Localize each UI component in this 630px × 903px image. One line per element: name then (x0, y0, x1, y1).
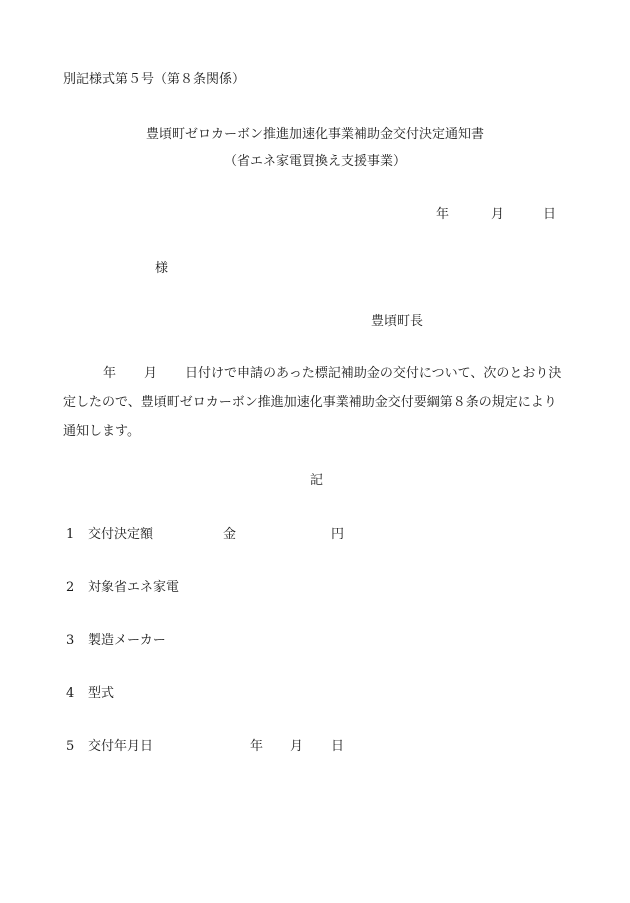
item-2-label: 対象省エネ家電 (88, 580, 180, 595)
item-5-month-label: 月 (290, 739, 304, 754)
item-1-label: 交付決定額 (88, 527, 154, 542)
date-month-label: 月 (491, 207, 505, 222)
item-1 (66, 528, 153, 541)
item-5-day-label: 日 (331, 739, 345, 754)
item-4 (66, 687, 114, 700)
body-line-2: 定したので、豊頃町ゼロカーボン推進加速化事業補助金交付要綱第８条の規定により (63, 395, 557, 410)
item-5-number: 5 (66, 739, 75, 754)
body-line-3: 通知します。 (63, 424, 140, 439)
item-1-en-label: 円 (331, 527, 345, 542)
date-day-label: 日 (543, 207, 557, 222)
document-title: 豊頃町ゼロカーボン推進加速化事業補助金交付決定通知書 (145, 127, 484, 142)
item-3-label: 製造メーカー (88, 633, 166, 648)
item-3-number: 3 (66, 633, 75, 648)
item-2-number: 2 (66, 580, 75, 595)
item-5-year-label: 年 (250, 739, 264, 754)
document-subtitle: （省エネ家電買換え支援事業） (223, 154, 406, 169)
form-number: 別記様式第５号（第８条関係） (63, 72, 246, 87)
item-5 (66, 740, 153, 753)
date-year-label: 年 (436, 207, 450, 222)
body-year-label: 年 (103, 366, 117, 381)
body-line-1-text: 日付けで申請のあった標記補助金の交付について、次のとおり決 (185, 366, 562, 381)
item-5-label: 交付年月日 (88, 739, 154, 754)
item-3 (66, 634, 166, 647)
item-1-kin-label: 金 (223, 527, 237, 542)
item-2 (66, 581, 179, 594)
recipient-honorific: 様 (155, 261, 169, 276)
ki-heading: 記 (310, 473, 324, 488)
body-month-label: 月 (144, 366, 158, 381)
item-1-number: 1 (66, 527, 75, 542)
issuer-name: 豊頃町長 (371, 314, 424, 329)
item-4-number: 4 (66, 686, 75, 701)
body-line-1 (63, 367, 561, 380)
item-4-label: 型式 (88, 686, 115, 701)
